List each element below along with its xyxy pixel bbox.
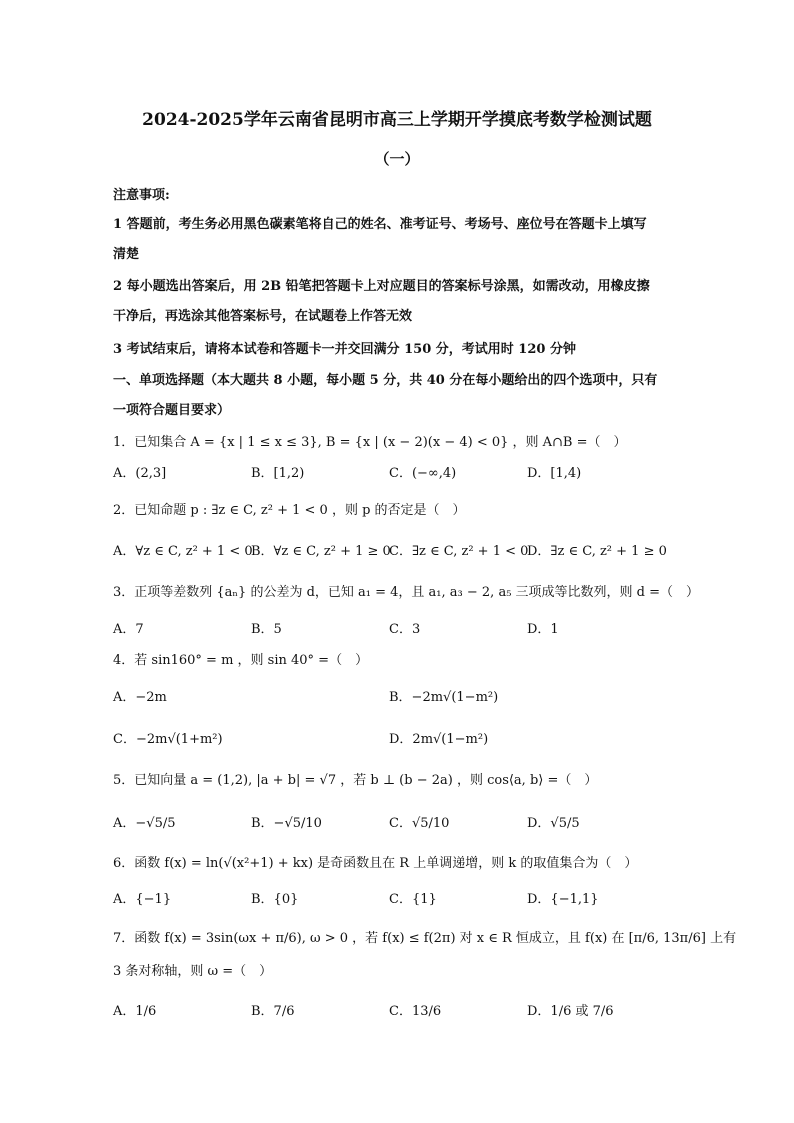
question-3-option-a: A．7 <box>113 622 144 637</box>
question-1-stem: 1．已知集合 A = {x | 1 ≤ x ≤ 3}, B = {x | (x − 2)(x − 4) < 0} ，则 A∩B =（ ） <box>113 435 627 450</box>
section-heading-cont: 一项符合题目要求） <box>113 403 231 418</box>
question-4-option-c: C．−2m√(1+m²) <box>113 732 223 747</box>
notice-item-3: 3 考试结束后，请将本试卷和答题卡一并交回满分 150 分，考试用时 120 分钟 <box>113 342 576 357</box>
question-5-option-a: A．−√5/5 <box>113 816 176 831</box>
question-4-option-a: A．−2m <box>113 690 167 705</box>
question-2-option-d: D．∃z ∈ C, z² + 1 ≥ 0 <box>527 544 667 559</box>
question-3-option-c: C．3 <box>389 622 421 637</box>
question-7-option-a: A．1/6 <box>113 1004 157 1019</box>
question-7-stem: 7．函数 f(x) = 3sin(ωx + π/6), ω > 0 ，若 f(x) ≤ f(2π) 对 x ∈ R 恒成立，且 f(x) 在 [π/6, 13π/6] 上有 <box>113 931 737 946</box>
page-subtitle: （一） <box>374 150 420 168</box>
question-4-option-b: B．−2m√(1−m²) <box>389 690 499 705</box>
question-6-option-b: B．{0} <box>251 892 299 907</box>
question-3-option-b: B．5 <box>251 622 282 637</box>
question-2-stem: 2．已知命题 p : ∃z ∈ C, z² + 1 < 0 ，则 p 的否定是（ ） <box>113 503 466 518</box>
question-6-stem: 6．函数 f(x) = ln(√(x²+1) + kx) 是奇函数且在 R 上单调递增，则 k 的取值集合为（ ） <box>113 856 638 871</box>
notice-item-2: 2 每小题选出答案后，用 2B 铅笔把答题卡上对应题目的答案标号涂黑，如需改动，用橡皮擦 <box>113 279 650 294</box>
question-5-option-c: C．√5/10 <box>389 816 450 831</box>
question-1-option-d: D．[1,4) <box>527 466 582 481</box>
question-2-option-a: A．∀z ∈ C, z² + 1 < 0 <box>113 544 253 559</box>
question-4-stem: 4．若 sin160° = m ，则 sin 40° =（ ） <box>113 653 369 668</box>
question-1-option-c: C．(−∞,4) <box>389 466 457 481</box>
question-2-option-c: C．∃z ∈ C, z² + 1 < 0 <box>389 544 529 559</box>
question-6-option-c: C．{1} <box>389 892 437 907</box>
question-4-option-d: D．2m√(1−m²) <box>389 732 489 747</box>
question-1-option-b: B．[1,2) <box>251 466 305 481</box>
question-1-option-a: A．(2,3] <box>113 466 167 481</box>
notice-item-1-cont: 清楚 <box>113 247 140 262</box>
question-5-option-b: B．−√5/10 <box>251 816 322 831</box>
question-2-option-b: B．∀z ∈ C, z² + 1 ≥ 0 <box>251 544 391 559</box>
question-7-option-c: C．13/6 <box>389 1004 442 1019</box>
notice-heading: 注意事项: <box>113 188 170 203</box>
question-5-stem: 5．已知向量 a = (1,2), |a + b| = √7 ，若 b ⊥ (b − 2a) ，则 cos⟨a, b⟩ =（ ） <box>113 773 598 788</box>
question-5-option-d: D．√5/5 <box>527 816 580 831</box>
question-7-stem-cont: 3 条对称轴，则 ω =（ ） <box>113 964 273 979</box>
notice-item-2-cont: 干净后，再选涂其他答案标号，在试题卷上作答无效 <box>113 309 413 324</box>
page-title: 2024-2025学年云南省昆明市高三上学期开学摸底考数学检测试题 <box>142 110 652 130</box>
question-3-option-d: D．1 <box>527 622 559 637</box>
question-6-option-d: D．{−1,1} <box>527 892 599 907</box>
section-heading: 一、单项选择题（本大题共 8 小题，每小题 5 分，共 40 分在每小题给出的四个选项中，只有 <box>113 373 658 388</box>
question-7-option-b: B．7/6 <box>251 1004 295 1019</box>
question-7-option-d: D．1/6 或 7/6 <box>527 1004 614 1019</box>
notice-item-1: 1 答题前，考生务必用黑色碳素笔将自己的姓名、准考证号、考场号、座位号在答题卡上填写 <box>113 217 647 232</box>
question-6-option-a: A．{−1} <box>113 892 172 907</box>
question-3-stem: 3．正项等差数列 {aₙ} 的公差为 d，已知 a₁ = 4，且 a₁, a₃ − 2, a₅ 三项成等比数列，则 d =（ ） <box>113 585 700 600</box>
